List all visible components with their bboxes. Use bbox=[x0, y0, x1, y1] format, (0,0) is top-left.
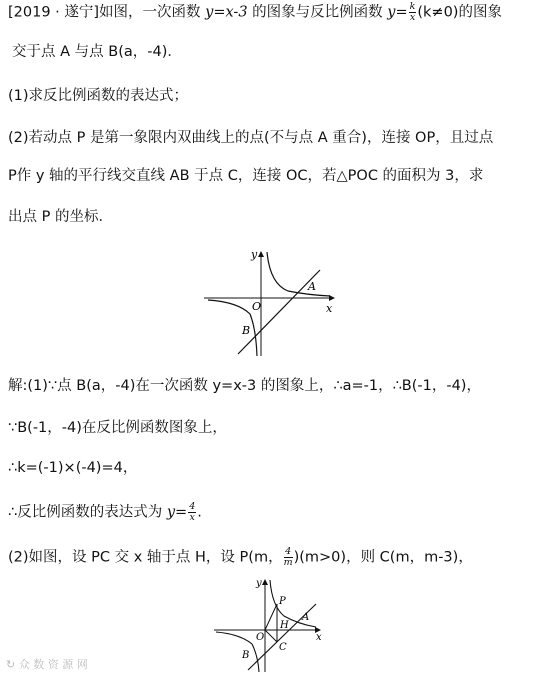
fig1-label-a: A bbox=[308, 280, 316, 293]
hyperbola-branch-1 bbox=[267, 252, 330, 296]
fig2-label-x: x bbox=[316, 632, 322, 643]
fraction-4: 4 bbox=[189, 501, 196, 512]
solution-5-text: (2)如图，设 PC 交 x 轴于点 H，设 P(m， bbox=[8, 549, 283, 566]
fig2-label-h: H bbox=[280, 620, 289, 631]
problem-intro: [2019 · 遂宁]如图，一次函数 bbox=[8, 4, 206, 21]
problem-line-1 bbox=[8, 2, 502, 23]
fig2-label-y: y bbox=[256, 578, 262, 589]
question-2-line-3: 出点 P 的坐标． bbox=[8, 209, 113, 225]
solution-line-1: 解:(1)∵点 B(a，-4)在一次函数 y=x-3 的图象上，∴a=-1，∴B(-1，-4)， bbox=[8, 378, 481, 394]
solution-4-text: ∴反比例函数的表达式为 bbox=[8, 504, 167, 521]
problem-intro-3: 的图象 bbox=[458, 4, 502, 21]
fig1-label-o: O bbox=[252, 300, 262, 313]
fraction-x: x bbox=[409, 12, 416, 23]
question-1: (1)求反比例函数的表达式； bbox=[8, 88, 189, 104]
solution-5-end: )(m>0)，则 C(m，m-3)， bbox=[293, 549, 473, 566]
fig2-label-o: O bbox=[256, 632, 265, 643]
fig2-label-b: B bbox=[242, 650, 250, 661]
linear-function: y=x-3 bbox=[205, 4, 248, 21]
fig1-label-y: y bbox=[251, 248, 258, 261]
fraction-m-den: m bbox=[283, 557, 293, 568]
figure-1 bbox=[198, 244, 348, 360]
fig1-label-x: x bbox=[326, 302, 333, 315]
solution-line-4 bbox=[8, 502, 202, 523]
four-over-x-fraction bbox=[188, 502, 196, 523]
four-over-m-fraction bbox=[284, 547, 293, 568]
segment-oc bbox=[265, 630, 277, 642]
fig1-label-b: B bbox=[242, 324, 251, 337]
fraction-4-m: 4 bbox=[285, 546, 292, 557]
figure-2 bbox=[210, 574, 330, 674]
question-2-line-1: (2)若动点 P 是第一象限内双曲线上的点(不与点 A 重合)，连接 OP，且过点 bbox=[8, 130, 494, 146]
fraction-k: k bbox=[409, 1, 416, 12]
fig2-label-p: P bbox=[279, 596, 286, 607]
solution-4-lhs: y= bbox=[166, 504, 188, 521]
watermark: ↻ 众 数 资 源 网 bbox=[6, 658, 88, 671]
solution-line-2: ∵B(-1，-4)在反比例函数图象上， bbox=[8, 420, 227, 436]
inverse-function-lhs: y= bbox=[387, 4, 408, 21]
problem-intro-2: 的图象与反比例函数 bbox=[247, 4, 388, 21]
problem-line-2: 交于点 A 与点 B(a，-4)． bbox=[12, 44, 182, 60]
solution-line-5 bbox=[8, 547, 473, 568]
question-2-line-2: P作 y 轴的平行线交直线 AB 于点 C，连接 OC，若△POC 的面积为 3，求 bbox=[8, 168, 484, 184]
segment-op bbox=[265, 604, 277, 630]
k-condition: (k≠0) bbox=[417, 4, 459, 21]
solution-line-3: ∴k=(-1)×(-4)=4， bbox=[8, 460, 138, 476]
fig2-label-c: C bbox=[279, 642, 287, 653]
k-over-x-fraction bbox=[409, 2, 417, 23]
fraction-x-den: x bbox=[189, 512, 195, 523]
solution-4-end: . bbox=[197, 504, 202, 521]
fig2-label-a: A bbox=[302, 612, 310, 623]
